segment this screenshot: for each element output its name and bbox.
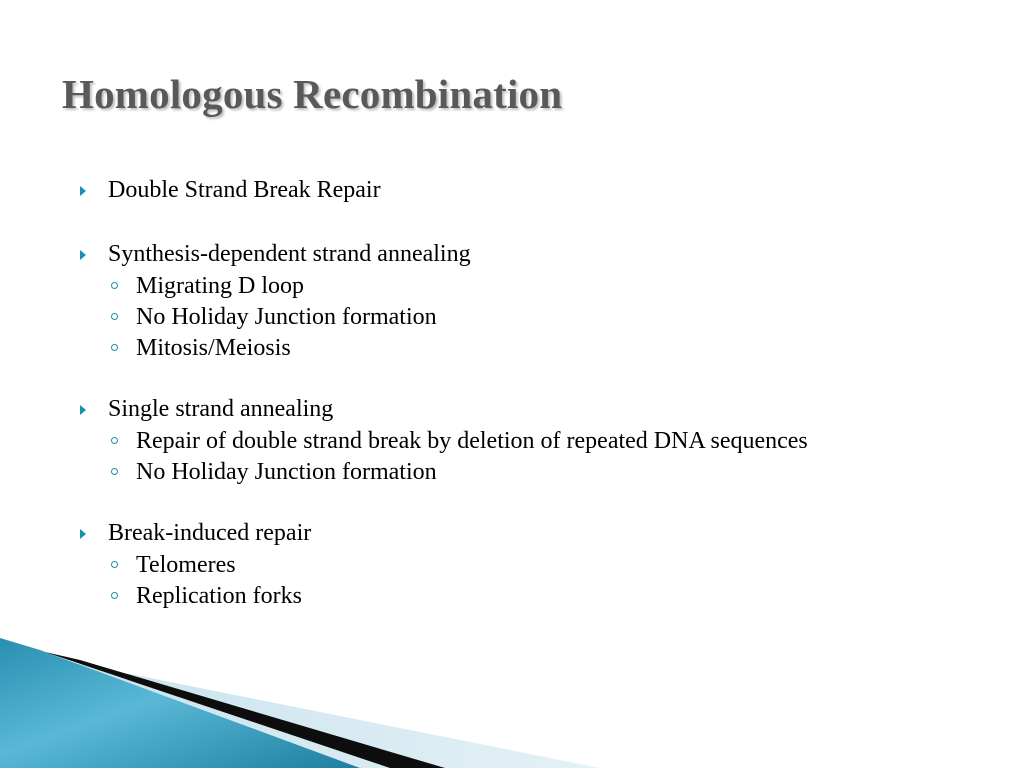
triangle-right-icon bbox=[80, 186, 86, 196]
sub-bullet-item bbox=[78, 459, 838, 485]
teal-swoosh bbox=[0, 638, 360, 768]
sub-bullet-text: Repair of double strand break by deletion of repeated DNA sequences bbox=[136, 428, 808, 454]
bullet-group bbox=[78, 394, 838, 485]
sub-bullet-text: Telomeres bbox=[136, 552, 236, 578]
sub-bullet-item bbox=[78, 273, 838, 299]
sub-bullet-text: Mitosis/Meiosis bbox=[136, 335, 291, 361]
sub-bullet-item bbox=[78, 335, 838, 361]
sub-bullet-text: Migrating D loop bbox=[136, 273, 304, 299]
bullet-text: Break-induced repair bbox=[108, 520, 312, 546]
bullet-group bbox=[78, 175, 838, 206]
sub-bullet-text: No Holiday Junction formation bbox=[136, 304, 437, 330]
slide-title: Homologous Recombination bbox=[62, 71, 563, 117]
triangle-right-icon bbox=[80, 250, 86, 260]
sub-bullet-item bbox=[78, 304, 838, 330]
bullet-text: Single strand annealing bbox=[108, 396, 334, 422]
bullet-item bbox=[78, 394, 838, 425]
bullet-group bbox=[78, 518, 838, 609]
bullet-list bbox=[78, 175, 838, 642]
sub-bullet-item bbox=[78, 552, 838, 578]
bullet-item bbox=[78, 518, 838, 549]
triangle-right-icon bbox=[80, 405, 86, 415]
ring-icon bbox=[111, 344, 118, 351]
ring-icon bbox=[111, 282, 118, 289]
ring-icon bbox=[111, 468, 118, 475]
triangle-right-icon bbox=[80, 529, 86, 539]
sub-bullet-text: No Holiday Junction formation bbox=[136, 459, 437, 485]
ring-icon bbox=[111, 561, 118, 568]
ring-icon bbox=[111, 437, 118, 444]
bullet-text: Double Strand Break Repair bbox=[108, 177, 381, 203]
bullet-item bbox=[78, 175, 838, 206]
bullet-group bbox=[78, 239, 838, 361]
sub-bullet-item bbox=[78, 428, 838, 454]
ring-icon bbox=[111, 313, 118, 320]
sub-bullet-item bbox=[78, 583, 838, 609]
ring-icon bbox=[111, 592, 118, 599]
bullet-item bbox=[78, 239, 838, 270]
sub-bullet-text: Replication forks bbox=[136, 583, 302, 609]
bullet-text: Synthesis-dependent strand annealing bbox=[108, 241, 471, 267]
corner-swoosh-decoration bbox=[0, 638, 1024, 768]
